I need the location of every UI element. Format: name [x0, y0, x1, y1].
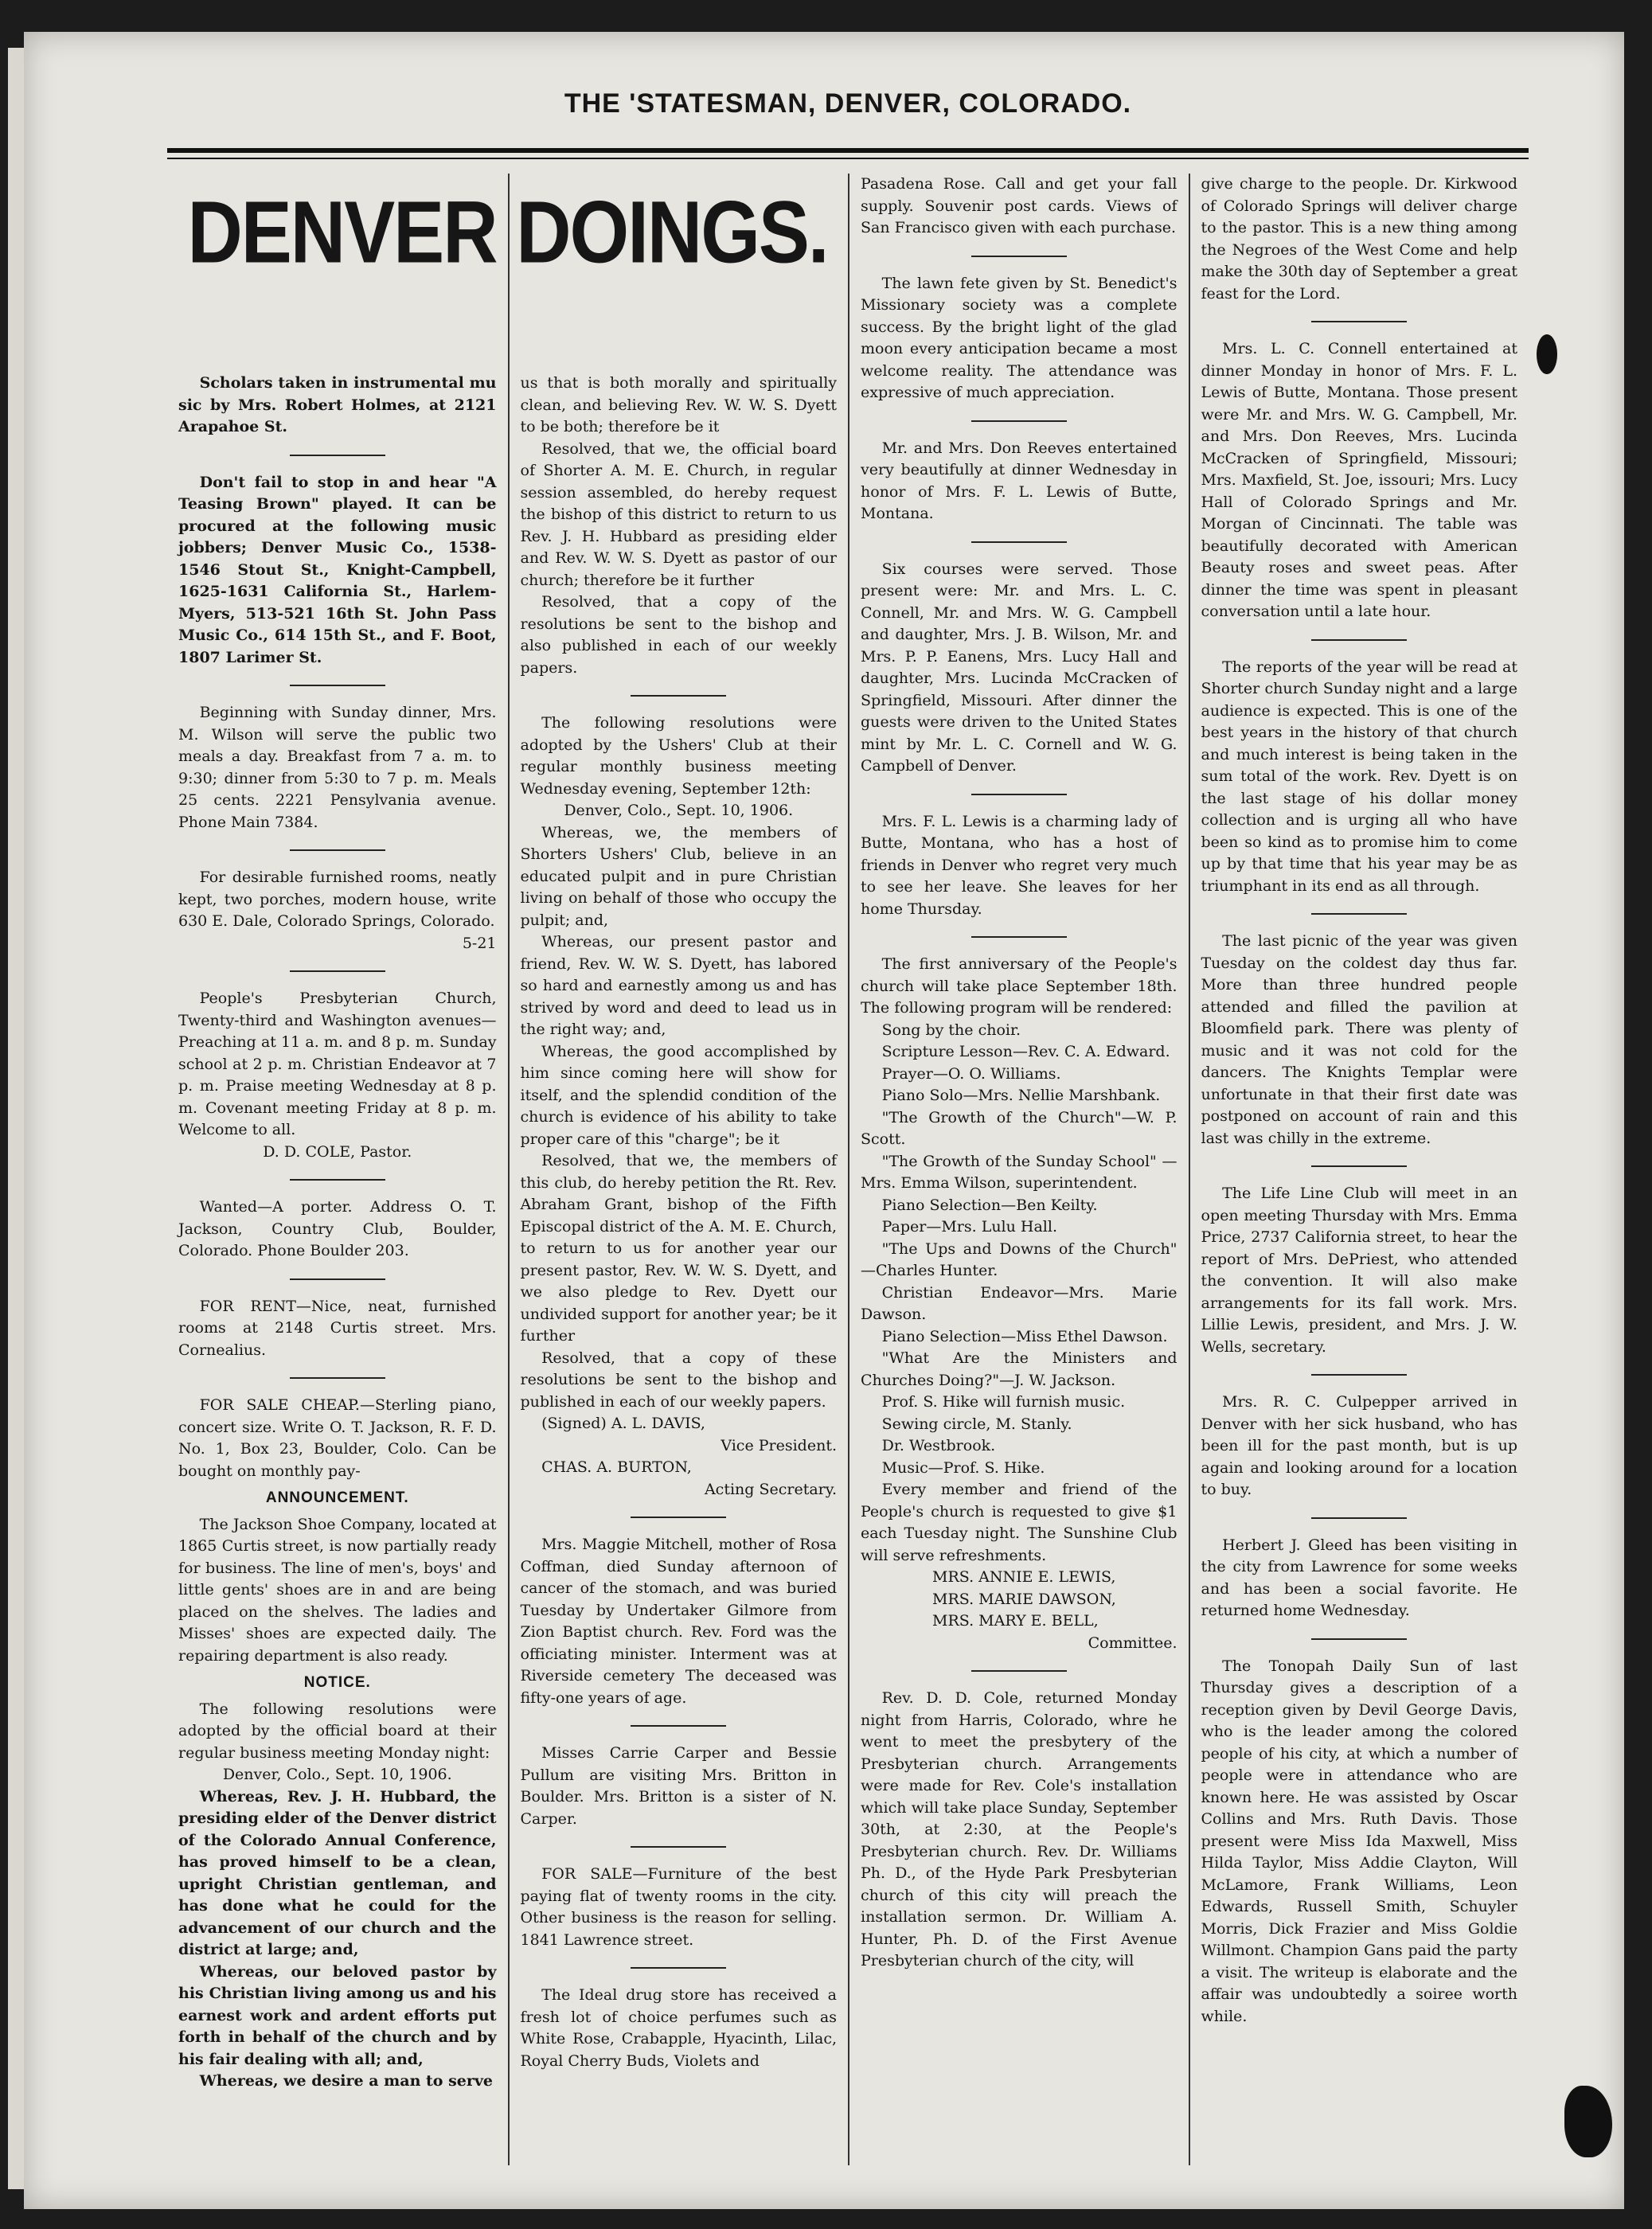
- article-carper-visit: Misses Carrie Carper and Bessie Pullum are visiting Mrs. Britton in Boulder. Mrs. Britton is a sister of N. Carper.: [520, 1744, 837, 1828]
- program-item: "The Growth of the Church"—W. P. Scott.: [861, 1108, 1177, 1148]
- separator: [290, 1179, 385, 1181]
- signature-burton-title: Acting Secretary.: [704, 1480, 837, 1498]
- separator: [1311, 1165, 1407, 1167]
- resolution-copy: Resolved, that a copy of the resolutions be sent to the bishop and also published in each of our weekly papers.: [520, 593, 837, 677]
- notice-dateline: Denver, Colo., Sept. 10, 1906.: [222, 1766, 452, 1783]
- ink-blot: [1537, 334, 1557, 374]
- program-item: Piano Selection—Miss Ethel Dawson.: [881, 1327, 1168, 1345]
- program-item: Music—Prof. S. Hike.: [881, 1458, 1045, 1477]
- separator: [631, 1725, 726, 1727]
- separator: [1311, 913, 1407, 915]
- ad-porter-wanted: Wanted—A porter. Address O. T. Jackson, Country Club, Boulder, Colorado. Phone Boulder 203.: [178, 1198, 497, 1259]
- article-six-courses: Six courses were served. Those present were: Mr. and Mrs. L. C. Connell, Mr. and Mrs. W. G. Campbell and daughter, Mrs. J. B. Wilson, Mr. and Mrs. P. P. Eanens, Mrs. Lucy Hall and daughter, Mrs. Lucinda McCracken of Springfield, Missouri. After dinner the guests were driven to the United States mint by Mr. L. C. Cornell and W. G. Campbell of Denver.: [861, 560, 1177, 775]
- article-anniversary: The first anniversary of the People's church will take place September 18th. The following program will be rendered:: [861, 955, 1177, 1017]
- article-mrs-lewis: Mrs. F. L. Lewis is a charming lady of Butte, Montana, who has a host of friends in Denver who regret very much to see her leave. She leaves for her home Thursday.: [861, 812, 1177, 918]
- program-item: Christian Endeavor—Mrs. Marie Dawson.: [861, 1283, 1177, 1323]
- article-members-request: Every member and friend of the People's church is requested to give $1 each Tuesday night. The Sunshine Club will serve refreshments.: [861, 1481, 1177, 1564]
- ushers-whereas-2: Whereas, our present pastor and friend, Rev. W. W. S. Dyett, has labored so hard and earnestly among us and has strived by word and deed to lead us in the right way; and,: [520, 933, 837, 1038]
- resolution-continued: us that is both morally and spiritually clean, and believing Rev. W. W. S. Dyett to be both; therefore be it: [520, 374, 837, 435]
- program-item: "The Growth of the Sunday School" —Mrs. Emma Wilson, superintendent.: [861, 1152, 1177, 1192]
- ushers-resolved-1: Resolved, that we, the members of this club, do hereby petition the Rt. Rev. Abraham Grant, bishop of the Fifth Episcopal district of the A. M. E. Church, to return to us for another year our present pastor, Rev. W. W. S. Dyett, and we also pledge to Rev. Dyett our undivided support for another year; be it further: [520, 1152, 837, 1345]
- newspaper-page: [167, 80, 1529, 2165]
- separator: [971, 794, 1067, 795]
- announcement-heading: ANNOUNCEMENT.: [265, 1489, 409, 1506]
- ushers-whereas-1: Whereas, we, the members of Shorters Ushers' Club, believe in an educated pulpit and in pure Christian living on behalf of those who occupy the pulpit; and,: [520, 823, 837, 929]
- separator: [631, 695, 726, 697]
- ushers-intro: The following resolutions were adopted by the Ushers' Club at their regular monthly business meeting Wednesday evening, September 12th:: [520, 714, 837, 798]
- article-connell-dinner: Mrs. L. C. Connell entertained at dinner Monday in honor of Mrs. F. L. Lewis of Butte, Montana. Those present were Mr. and Mrs. W. G. Campbell, Mr. and Mrs. Don Reeves, Mrs. Lucinda McCracken of Springfield, Missouri; Mrs. Maxfield, St. Joe, issouri; Mrs. Lucy Hall of Colorado Springs and Mr. Morgan of Cincinnati. The table was beautifully decorated with American Beauty roses and sweet peas. After dinner the time was spent in pleasant conversation until a late hour.: [1201, 340, 1517, 620]
- separator: [631, 1846, 726, 1848]
- separator: [631, 1517, 726, 1518]
- column-2: [508, 174, 849, 2165]
- committee-member: MRS. MARY E. BELL,: [932, 1612, 1099, 1630]
- column-1: [167, 174, 508, 2165]
- separator: [1311, 1517, 1407, 1519]
- masthead: THE 'STATESMAN, DENVER, COLORADO.: [564, 88, 1132, 119]
- separator: [290, 849, 385, 851]
- ad-furniture-sale: FOR SALE—Furniture of the best paying flat of twenty rooms in the city. Other business is the reason for selling. 1841 Lawrence street.: [520, 1865, 837, 1949]
- separator: [971, 256, 1067, 257]
- signature-davis-title: Vice President.: [721, 1436, 837, 1454]
- article-music-lessons: Scholars taken in instrumental mu sic by Mrs. Robert Holmes, at 2121 Arapahoe St.: [178, 374, 497, 435]
- article-reeves-dinner: Mr. and Mrs. Don Reeves entertained very beautifully at dinner Wednesday in honor of Mrs. F. L. Lewis of Butte, Montana.: [861, 439, 1177, 522]
- separator: [1311, 639, 1407, 641]
- article-shoe-company: The Jackson Shoe Company, located at 1865 Curtis street, is now partially ready for business. The line of men's, boys' and little gents' shoes are in and are being placed on the shelves. The ladies and Misses' shoes are expected daily. The repairing department is also ready.: [178, 1515, 497, 1665]
- article-wilson-meals: Beginning with Sunday dinner, Mrs. M. Wilson will serve the public two meals a day. Breakfast from 7 a. m. to 9:30; dinner from 5:30 to 7 p. m. Meals 25 cents. 2221 Pensylvania avenue. Phone Main 7384.: [178, 704, 497, 831]
- committee-member: MRS. ANNIE E. LEWIS,: [932, 1568, 1116, 1586]
- columns: [167, 174, 1529, 2165]
- ad-for-rent: FOR RENT—Nice, neat, furnished rooms at 2148 Curtis street. Mrs. Cornealius.: [178, 1297, 497, 1359]
- program-item: "What Are the Ministers and Churches Doing?"—J. W. Jackson.: [861, 1349, 1177, 1389]
- pastor-signature: D. D. COLE, Pastor.: [263, 1142, 412, 1161]
- article-culpepper: Mrs. R. C. Culpepper arrived in Denver with her sick husband, who has been ill for the past month, but is up again and looking around for a location to buy.: [1201, 1393, 1517, 1498]
- article-presbyterian-church: People's Presbyterian Church, Twenty-third and Washington avenues—Preaching at 11 a. m. and 8 p. m. Sunday school at 2 p. m. Christian Endeavor at 7 p. m. Praise meeting Wednesday at 8 p. m. Covenant meeting Friday at 8 p. m. Welcome to all.: [178, 990, 497, 1138]
- separator: [1311, 1638, 1407, 1640]
- committee-member: MRS. MARIE DAWSON,: [932, 1590, 1116, 1608]
- ushers-whereas-3: Whereas, the good accomplished by him since coming here will show for itself, and the splendid condition of the church is evidence of his ability to take proper care of this "charge"; be it: [520, 1042, 837, 1148]
- column-4: [1189, 174, 1529, 2165]
- program-item: Sewing circle, M. Stanly.: [881, 1415, 1072, 1433]
- article-lawn-fete: The lawn fete given by St. Benedict's Missionary society was a complete success. By the bright light of the glad moon every anticipation became a most welcome reality. The attendance was expressive of much appreciation.: [861, 274, 1177, 401]
- separator: [971, 420, 1067, 422]
- resolution-official-board: Resolved, that we, the official board of Shorter A. M. E. Church, in regular session assembled, do hereby request the bishop of this district to return to us Rev. J. H. Hubbard as presiding elder and Rev. W. W. S. Dyett as pastor of our church; therefore be it further: [520, 439, 837, 589]
- separator: [290, 685, 385, 686]
- separator: [290, 455, 385, 456]
- headline: DENVER DOINGS.: [187, 183, 828, 282]
- separator: [971, 541, 1067, 543]
- ad-code: 5-21: [462, 934, 497, 952]
- article-furnished-rooms: For desirable furnished rooms, neatly kept, two porches, modern house, write 630 E. Dale, Colorado Springs, Colorado.: [178, 869, 497, 930]
- ad-piano-sale: FOR SALE CHEAP.—Sterling piano, concert size. Write O. T. Jackson, R. F. D. No. 1, Box 23, Boulder, Colo. Can be bought on monthly pay-: [178, 1396, 497, 1480]
- column-3: [848, 174, 1189, 2165]
- signature-davis: (Signed) A. L. DAVIS,: [541, 1415, 705, 1432]
- signature-burton: CHAS. A. BURTON,: [541, 1458, 692, 1476]
- separator: [290, 970, 385, 972]
- program-item: Song by the choir.: [881, 1021, 1021, 1039]
- notice-whereas-1: Whereas, Rev. J. H. Hubbard, the presiding elder of the Denver district of the Colorado Annual Conference, has proved himself to be a clean, upright Christian gentleman, and has done what he could for the advancement of our church and the district at large; and,: [178, 1787, 497, 1958]
- article-rev-cole-continued: give charge to the people. Dr. Kirkwood of Colorado Springs will deliver charge to the pastor. This is a new thing among the Negroes of the West Come and help make the 30th day of September a great feast for the Lord.: [1201, 175, 1517, 303]
- program-item: Prof. S. Hike will furnish music.: [881, 1393, 1126, 1411]
- article-gleed: Herbert J. Gleed has been visiting in the city from Lawrence for some weeks and has been a social favorite. He returned home Wednesday.: [1201, 1536, 1517, 1619]
- notice-whereas-2: Whereas, our beloved pastor by his Christian living among us and his earnest work and ardent efforts put forth in behalf of the church and by his fair dealing with all; and,: [178, 1962, 497, 2068]
- ad-ideal-drug-store: The Ideal drug store has received a fresh lot of choice perfumes such as White Rose, Crabapple, Hyacinth, Lilac, Royal Cherry Buds, Violets and: [520, 1986, 837, 2070]
- committee-label: Committee.: [1088, 1634, 1177, 1652]
- program-item: Dr. Westbrook.: [881, 1437, 996, 1454]
- separator: [631, 1967, 726, 1969]
- program-item: "The Ups and Downs of the Church" —Charles Hunter.: [861, 1239, 1177, 1279]
- notice-whereas-3: Whereas, we desire a man to serve: [199, 2072, 493, 2090]
- separator: [290, 1377, 385, 1379]
- article-teasing-brown: Don't fail to stop in and hear "A Teasing Brown" played. It can be procured at the following music jobbers; Denver Music Co., 1538-1546 Stout St., Knight-Campbell, 1625-1631 California St., Harlem-Myers, 513-521 16th St. John Pass Music Co., 614 15th St., and F. Boot, 1807 Larimer St.: [178, 473, 497, 666]
- masthead-rule-thick: [167, 148, 1529, 153]
- article-last-picnic: The last picnic of the year was given Tuesday on the coldest day thus far. More than three hundred people attended and filled the pavilion at Bloomfield park. There was plenty of music and it was not cold for the dancers. The Knights Templar were unfortunate in that their first date was postponed on account of rain and this last was chilly in the extreme.: [1201, 932, 1517, 1147]
- program-item: Piano Selection—Ben Keilty.: [881, 1196, 1098, 1214]
- program-item: Prayer—O. O. Williams.: [881, 1064, 1061, 1083]
- separator: [290, 1278, 385, 1280]
- ushers-dateline: Denver, Colo., Sept. 10, 1906.: [564, 802, 794, 819]
- separator: [1311, 1374, 1407, 1376]
- masthead-rule-thin: [167, 158, 1529, 159]
- article-life-line-club: The Life Line Club will meet in an open meeting Thursday with Mrs. Emma Price, 2737 California street, to hear the report of Mrs. DePriest, who attended the convention. It will also make arrangements for its fall work. Mrs. Lillie Lewis, president, and Mrs. J. W. Wells, secretary.: [1201, 1185, 1517, 1356]
- program-item: Piano Solo—Mrs. Nellie Marshbank.: [881, 1087, 1161, 1104]
- separator: [1311, 321, 1407, 322]
- article-tonopah-sun: The Tonopah Daily Sun of last Thursday gives a description of a reception given by Devil George Davis, who is the leader among the colored people of his city, at which a number of people were in attendance who are known here. He was assisted by Oscar Collins and Mrs. Ruth Davis. Those present were Miss Ida Maxwell, Miss Hilda Taylor, Miss Addie Clayton, Will McLamore, Frank Williams, Leon Edwards, Russell Smith, Schuyler Morris, Dick Frazier and Miss Goldie Willmont. Champion Gans paid the party a visit. The writeup is elaborate and the affair was undoubtedly a soiree worth while.: [1201, 1657, 1517, 2025]
- program-item: Scripture Lesson—Rev. C. A. Edward.: [881, 1043, 1170, 1060]
- notice-intro: The following resolutions were adopted by the official board at their regular business meeting Monday night:: [178, 1700, 497, 1762]
- article-year-reports: The reports of the year will be read at Shorter church Sunday night and a large audience is expected. This is one of the best years in the history of that church and much interest is being taken in the sum total of the work. Rev. Dyett is on the last stage of his dollar money collection and is urging all who have been so kind as to promise him to come up by that time that his year may be as triumphant in its end as all through.: [1201, 658, 1517, 895]
- ad-drug-store-continued: Pasadena Rose. Call and get your fall supply. Souvenir post cards. Views of San Francisco given with each purchase.: [861, 175, 1177, 236]
- separator: [971, 1670, 1067, 1672]
- article-mitchell-obituary: Mrs. Maggie Mitchell, mother of Rosa Coffman, died Sunday afternoon of cancer of the stomach, and was buried Tuesday by Undertaker Gilmore from Zion Baptist church. Rev. Ford was the officiating minister. Interment was at Riverside cemetery The deceased was fifty-one years of age.: [520, 1536, 837, 1707]
- program-item: Paper—Mrs. Lulu Hall.: [881, 1218, 1058, 1236]
- separator: [971, 936, 1067, 938]
- article-rev-cole: Rev. D. D. Cole, returned Monday night from Harris, Colorado, whre he went to meet the presbytery of the Presbyterian church. Arrangements were made for Rev. Cole's installation which will take place Sunday, September 30th, at 2:30, at the People's Presbyterian church. Rev. Dr. Williams Ph. D., of the Hyde Park Presbyterian church of this city will preach the installation sermon. Dr. William A. Hunter, Ph. D. of the First Avenue Presbyterian church of the city, will: [861, 1689, 1177, 1969]
- notice-heading: NOTICE.: [303, 1674, 371, 1691]
- ushers-resolved-2: Resolved, that a copy of these resolutions be sent to the bishop and published in each of our weekly papers.: [520, 1349, 837, 1411]
